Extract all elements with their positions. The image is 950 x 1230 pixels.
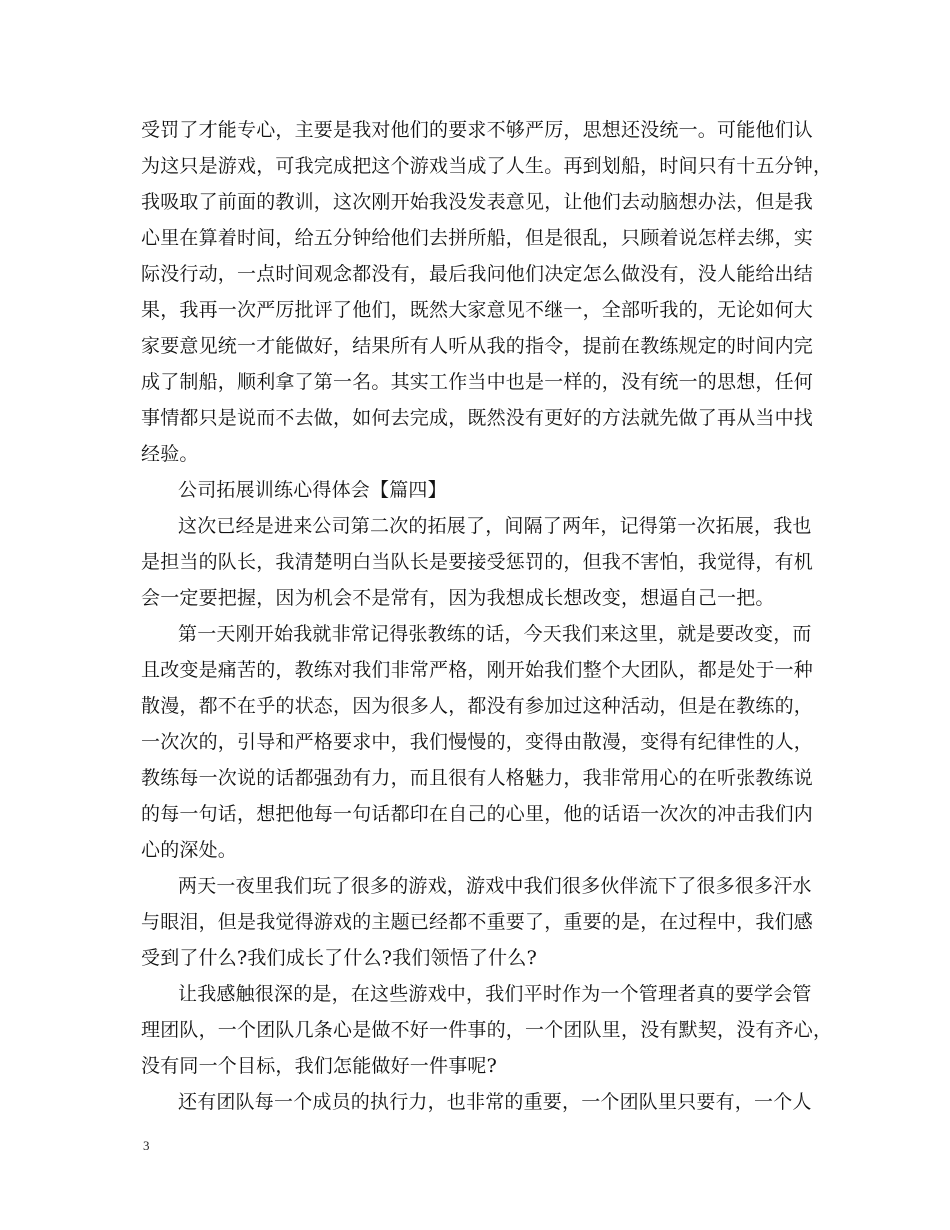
text-line: 教练每一次说的话都强劲有力，而且很有人格魅力，我非常用心的在听张教练说 bbox=[141, 767, 814, 789]
text-line: 没有同一个目标，我们怎能做好一件事呢? bbox=[141, 1055, 497, 1077]
page-number: 3 bbox=[143, 1138, 150, 1153]
text-line: 散漫，都不在乎的状态，因为很多人，都没有参加过这种活动，但是在教练的， bbox=[141, 695, 814, 717]
text-line: 果，我再一次严厉批评了他们，既然大家意见不继一，全部听我的，无论如何大 bbox=[141, 299, 814, 321]
text-line: 家要意见统一才能做好，结果所有人听从我的指令，提前在教练规定的时间内完 bbox=[141, 335, 814, 357]
text-line: 受罚了才能专心，主要是我对他们的要求不够严厉，思想还没统一。可能他们认 bbox=[141, 119, 814, 141]
text-line: 且改变是痛苦的，教练对我们非常严格，刚开始我们整个大团队，都是处于一种 bbox=[141, 659, 814, 681]
text-line: 的每一句话，想把他每一句话都印在自己的心里，他的话语一次次的冲击我们内 bbox=[141, 803, 814, 825]
text-line: 受到了什么?我们成长了什么?我们领悟了什么? bbox=[141, 947, 537, 969]
text-line: 还有团队每一个成员的执行力，也非常的重要，一个团队里只要有，一个人 bbox=[178, 1091, 812, 1113]
text-line: 事情都只是说而不去做，如何去完成，既然没有更好的方法就先做了再从当中找 bbox=[141, 407, 814, 429]
text-line: 两天一夜里我们玩了很多的游戏，游戏中我们很多伙伴流下了很多很多汗水 bbox=[178, 875, 812, 897]
text-line: 会一定要把握，因为机会不是常有，因为我想成长想改变，想逼自己一把。 bbox=[141, 587, 775, 609]
text-line: 为这只是游戏，可我完成把这个游戏当成了人生。再到划船，时间只有十五分钟， bbox=[141, 155, 833, 177]
text-line: 心里在算着时间，给五分钟给他们去拼所船，但是很乱，只顾着说怎样去绑，实 bbox=[141, 227, 814, 249]
text-line: 成了制船，顺利拿了第一名。其实工作当中也是一样的，没有统一的思想，任何 bbox=[141, 371, 814, 393]
text-line: 这次已经是进来公司第二次的拓展了，间隔了两年，记得第一次拓展，我也 bbox=[178, 515, 812, 537]
text-line: 让我感触很深的是，在这些游戏中，我们平时作为一个管理者真的要学会管 bbox=[178, 983, 812, 1005]
text-line: 与眼泪，但是我觉得游戏的主题已经都不重要了，重要的是，在过程中，我们感 bbox=[141, 911, 814, 933]
text-line: 是担当的队长，我清楚明白当队长是要接受惩罚的，但我不害怕，我觉得，有机 bbox=[141, 551, 814, 573]
text-line: 我吸取了前面的教训，这次刚开始我没发表意见，让他们去动脑想办法，但是我 bbox=[141, 191, 814, 213]
text-line: 公司拓展训练心得体会【篇四】 bbox=[178, 479, 447, 501]
body-text bbox=[141, 112, 833, 1120]
text-line: 际没行动，一点时间观念都没有，最后我问他们决定怎么做没有，没人能给出结 bbox=[141, 263, 814, 285]
text-line: 经验。 bbox=[141, 443, 199, 465]
text-line: 理团队，一个团队几条心是做不好一件事的，一个团队里，没有默契，没有齐心， bbox=[141, 1019, 833, 1041]
text-line: 心的深处。 bbox=[141, 839, 238, 861]
text-line: 第一天刚开始我就非常记得张教练的话，今天我们来这里，就是要改变，而 bbox=[178, 623, 812, 645]
text-line: 一次次的，引导和严格要求中，我们慢慢的，变得由散漫，变得有纪律性的人， bbox=[141, 731, 814, 753]
